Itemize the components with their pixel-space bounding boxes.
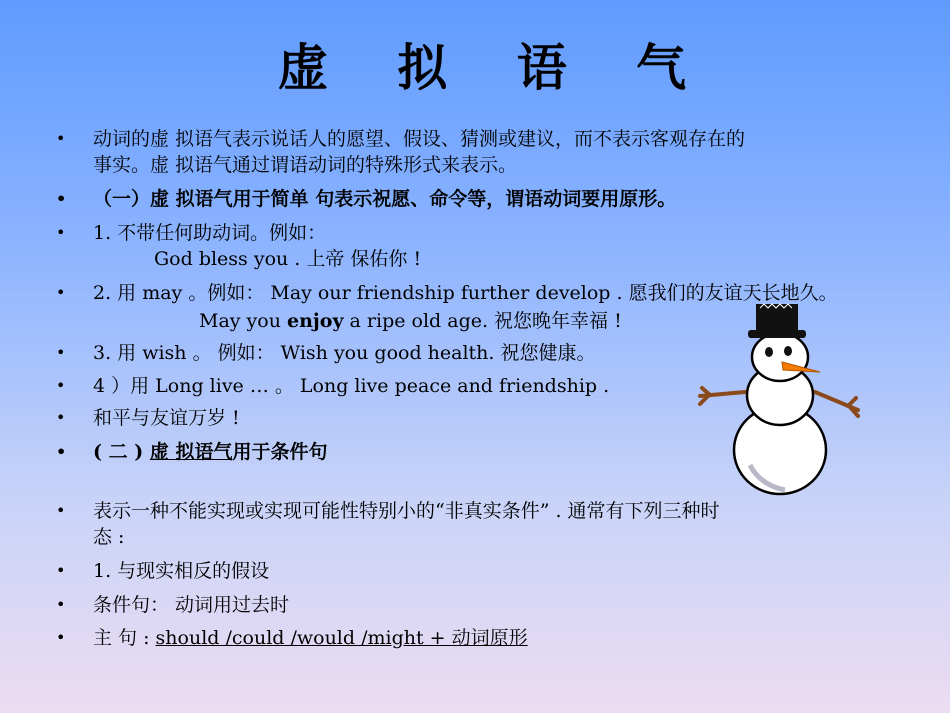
bullet-dot: • bbox=[56, 595, 66, 614]
bullet-dot: • bbox=[56, 408, 66, 427]
section-heading: 用于条件句 bbox=[232, 441, 328, 463]
bullet-text: 2. 用 may 。例如： May our friendship further develop . 愿我们的友谊天长地久。 bbox=[93, 282, 838, 304]
bullet-text: 条件句： 动词用过去时 bbox=[93, 594, 290, 616]
snowman-clipart bbox=[690, 300, 870, 500]
example-text bbox=[199, 308, 622, 334]
example-text-part: a ripe old age. 祝您晚年幸福 ! bbox=[343, 310, 622, 332]
bullet-text: 表示一种不能实现或实现可能性特别小的“非真实条件” . 通常有下列三种时 bbox=[93, 500, 720, 522]
bullet-dot: • bbox=[56, 501, 66, 520]
bullet-text: 1. 不带任何助动词。例如： bbox=[93, 222, 327, 244]
emphasized-word: enjoy bbox=[287, 310, 344, 332]
section-number: ( 二 ) bbox=[93, 441, 150, 463]
bullet-dot: • bbox=[56, 283, 66, 302]
underlined-term: 虚 拟语气 bbox=[149, 441, 233, 463]
bullet-text: 4 ）用 Long live … 。 Long live peace and friendship . bbox=[93, 375, 610, 397]
bullet-text: 1. 与现实相反的假设 bbox=[93, 560, 270, 582]
bullet-text: 态 : bbox=[93, 526, 125, 548]
bullet-text: 事实。虚 拟语气通过谓语动词的特殊形式来表示。 bbox=[93, 154, 518, 176]
bullet-text bbox=[93, 439, 327, 465]
bullet-dot: • bbox=[56, 561, 66, 580]
label-main-clause: 主 句 : bbox=[93, 627, 156, 649]
bullet-text: 3. 用 wish 。 例如： Wish you good health. 祝您健康。 bbox=[93, 342, 596, 364]
underlined-modals: should /could /would /might + bbox=[155, 627, 452, 649]
example-text-part: May you bbox=[199, 310, 288, 332]
bullet-dot: • bbox=[56, 376, 66, 395]
bullet-text: 动词的虚 拟语气表示说话人的愿望、假设、猜测或建议，而不表示客观存在的 bbox=[93, 128, 746, 150]
bullet-dot: • bbox=[56, 129, 66, 148]
bullet-dot: • bbox=[56, 343, 66, 362]
top-hat-icon bbox=[748, 304, 806, 338]
snowman-eye bbox=[765, 347, 773, 357]
bullet-text: （一）虚 拟语气用于简单 句表示祝愿、命令等，谓语动词要用原形。 bbox=[93, 188, 677, 210]
bullet-text: 和平与友谊万岁 ! bbox=[93, 407, 240, 429]
bullet-dot: • bbox=[56, 223, 66, 242]
bullet-dot: • bbox=[56, 442, 67, 461]
bullet-dot: • bbox=[56, 189, 67, 208]
example-text: God bless you . 上帝 保佑你 ! bbox=[154, 248, 422, 270]
underlined-base-verb: 动词原形 bbox=[451, 627, 528, 649]
bullet-text bbox=[93, 625, 528, 651]
bullet-dot: • bbox=[56, 628, 66, 647]
snowman-eye bbox=[784, 346, 792, 356]
snowman-head bbox=[752, 333, 808, 381]
slide-title: 虚 拟 语 气 bbox=[277, 38, 713, 97]
